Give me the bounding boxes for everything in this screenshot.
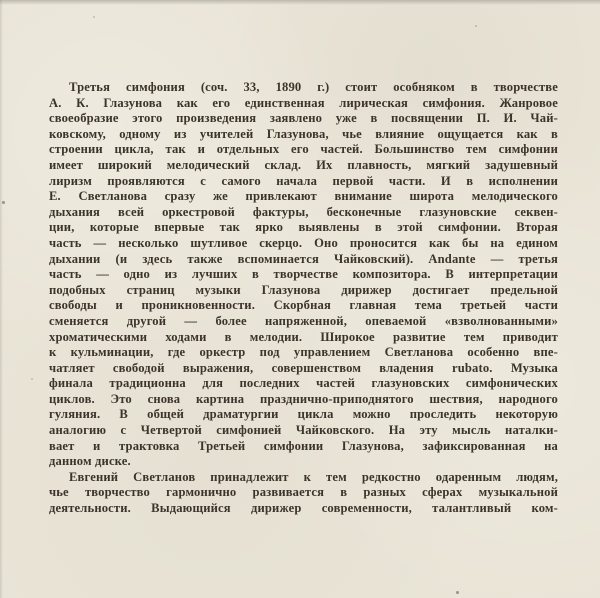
text-line: подобных страниц музыки Глазунова дирижер достигает предельной [49, 282, 558, 297]
text-line: ковскому, одному из учителей Глазунова, чье влияние ощущается как в [49, 126, 558, 141]
text-line: циклов. Это снова картина празднично-приподнятого шествия, народного [49, 391, 558, 406]
text-block [49, 80, 558, 517]
text-line: чатляет свободой выражения, совершенством владения rubato. Музыка [49, 360, 558, 375]
text-line: хроматическими ходами в мелодии. Широкое развитие тем приводит [49, 329, 558, 344]
paper-speck [93, 16, 95, 18]
page-top-edge-shadow [0, 0, 600, 5]
text-line: лиризм проявляются с самого начала первой части. И в исполнении [49, 173, 558, 188]
text-line: А. К. Глазунова как его единственная лирическая симфония. Жанровое [49, 95, 558, 110]
text-line: данном диске. [49, 454, 131, 469]
text-line: своеобразие этого произведения заявлено уже в посвящении П. И. Чай- [49, 111, 558, 126]
text-line: Е. Светланова сразу же привлекают внимание широта мелодического [49, 189, 558, 204]
text-line: ции, которые впервые так ярко выявлены в этой симфонии. Вторая [49, 220, 558, 235]
text-line: Третья симфония (соч. 33, 1890 г.) стоит особняком в творчестве [69, 80, 558, 94]
paper-speck [475, 25, 477, 27]
text-line: дыхания всей оркестровой фактуры, бесконечные глазуновские секвен- [49, 204, 558, 219]
text-line: чье творчество гармонично развивается в разных сферах музыкальной [49, 485, 558, 500]
text-line: финала традиционна для последних частей глазуновских симфонических [49, 376, 558, 391]
text-line: дыхании (и здесь также вспоминается Чайковский). Andante — третья [49, 251, 558, 266]
paper-speck [456, 591, 459, 594]
text-line: вает и трактовка Третьей симфонии Глазунова, зафиксированная на [49, 438, 558, 453]
text-line: свободы и проникновенности. Скорбная главная тема третьей части [49, 298, 558, 313]
text-line: Евгений Светланов принадлежит к тем редкостно одаренным людям, [69, 469, 558, 484]
text-line: строении цикла, так и отдельных его частей. Большинство тем симфонии [49, 142, 558, 157]
text-line: деятельности. Выдающийся дирижер современности, талантливый ком- [49, 501, 558, 516]
text-line: гуляния. В общей драматургии цикла можно проследить некоторую [49, 407, 558, 422]
paper-speck [31, 378, 33, 380]
paper-speck [2, 201, 5, 204]
text-line: часть — одно из лучших в творчестве композитора. В интерпретации [49, 267, 558, 282]
text-line: часть — несколько шутливое скерцо. Оно проносится как бы на едином [49, 235, 558, 250]
text-line: к кульминации, где оркестр под управлением Светланова особенно впе- [49, 345, 558, 360]
text-line: аналогию с Четвертой симфонией Чайковского. На эту мысль наталки- [49, 423, 558, 438]
text-line: сменяется другой — более напряженной, опеваемой «взволнованными» [49, 313, 558, 328]
page-left-edge-shadow [0, 0, 3, 598]
text-line: имеет широкий мелодический склад. Их плавность, мягкий задушевный [49, 157, 558, 172]
